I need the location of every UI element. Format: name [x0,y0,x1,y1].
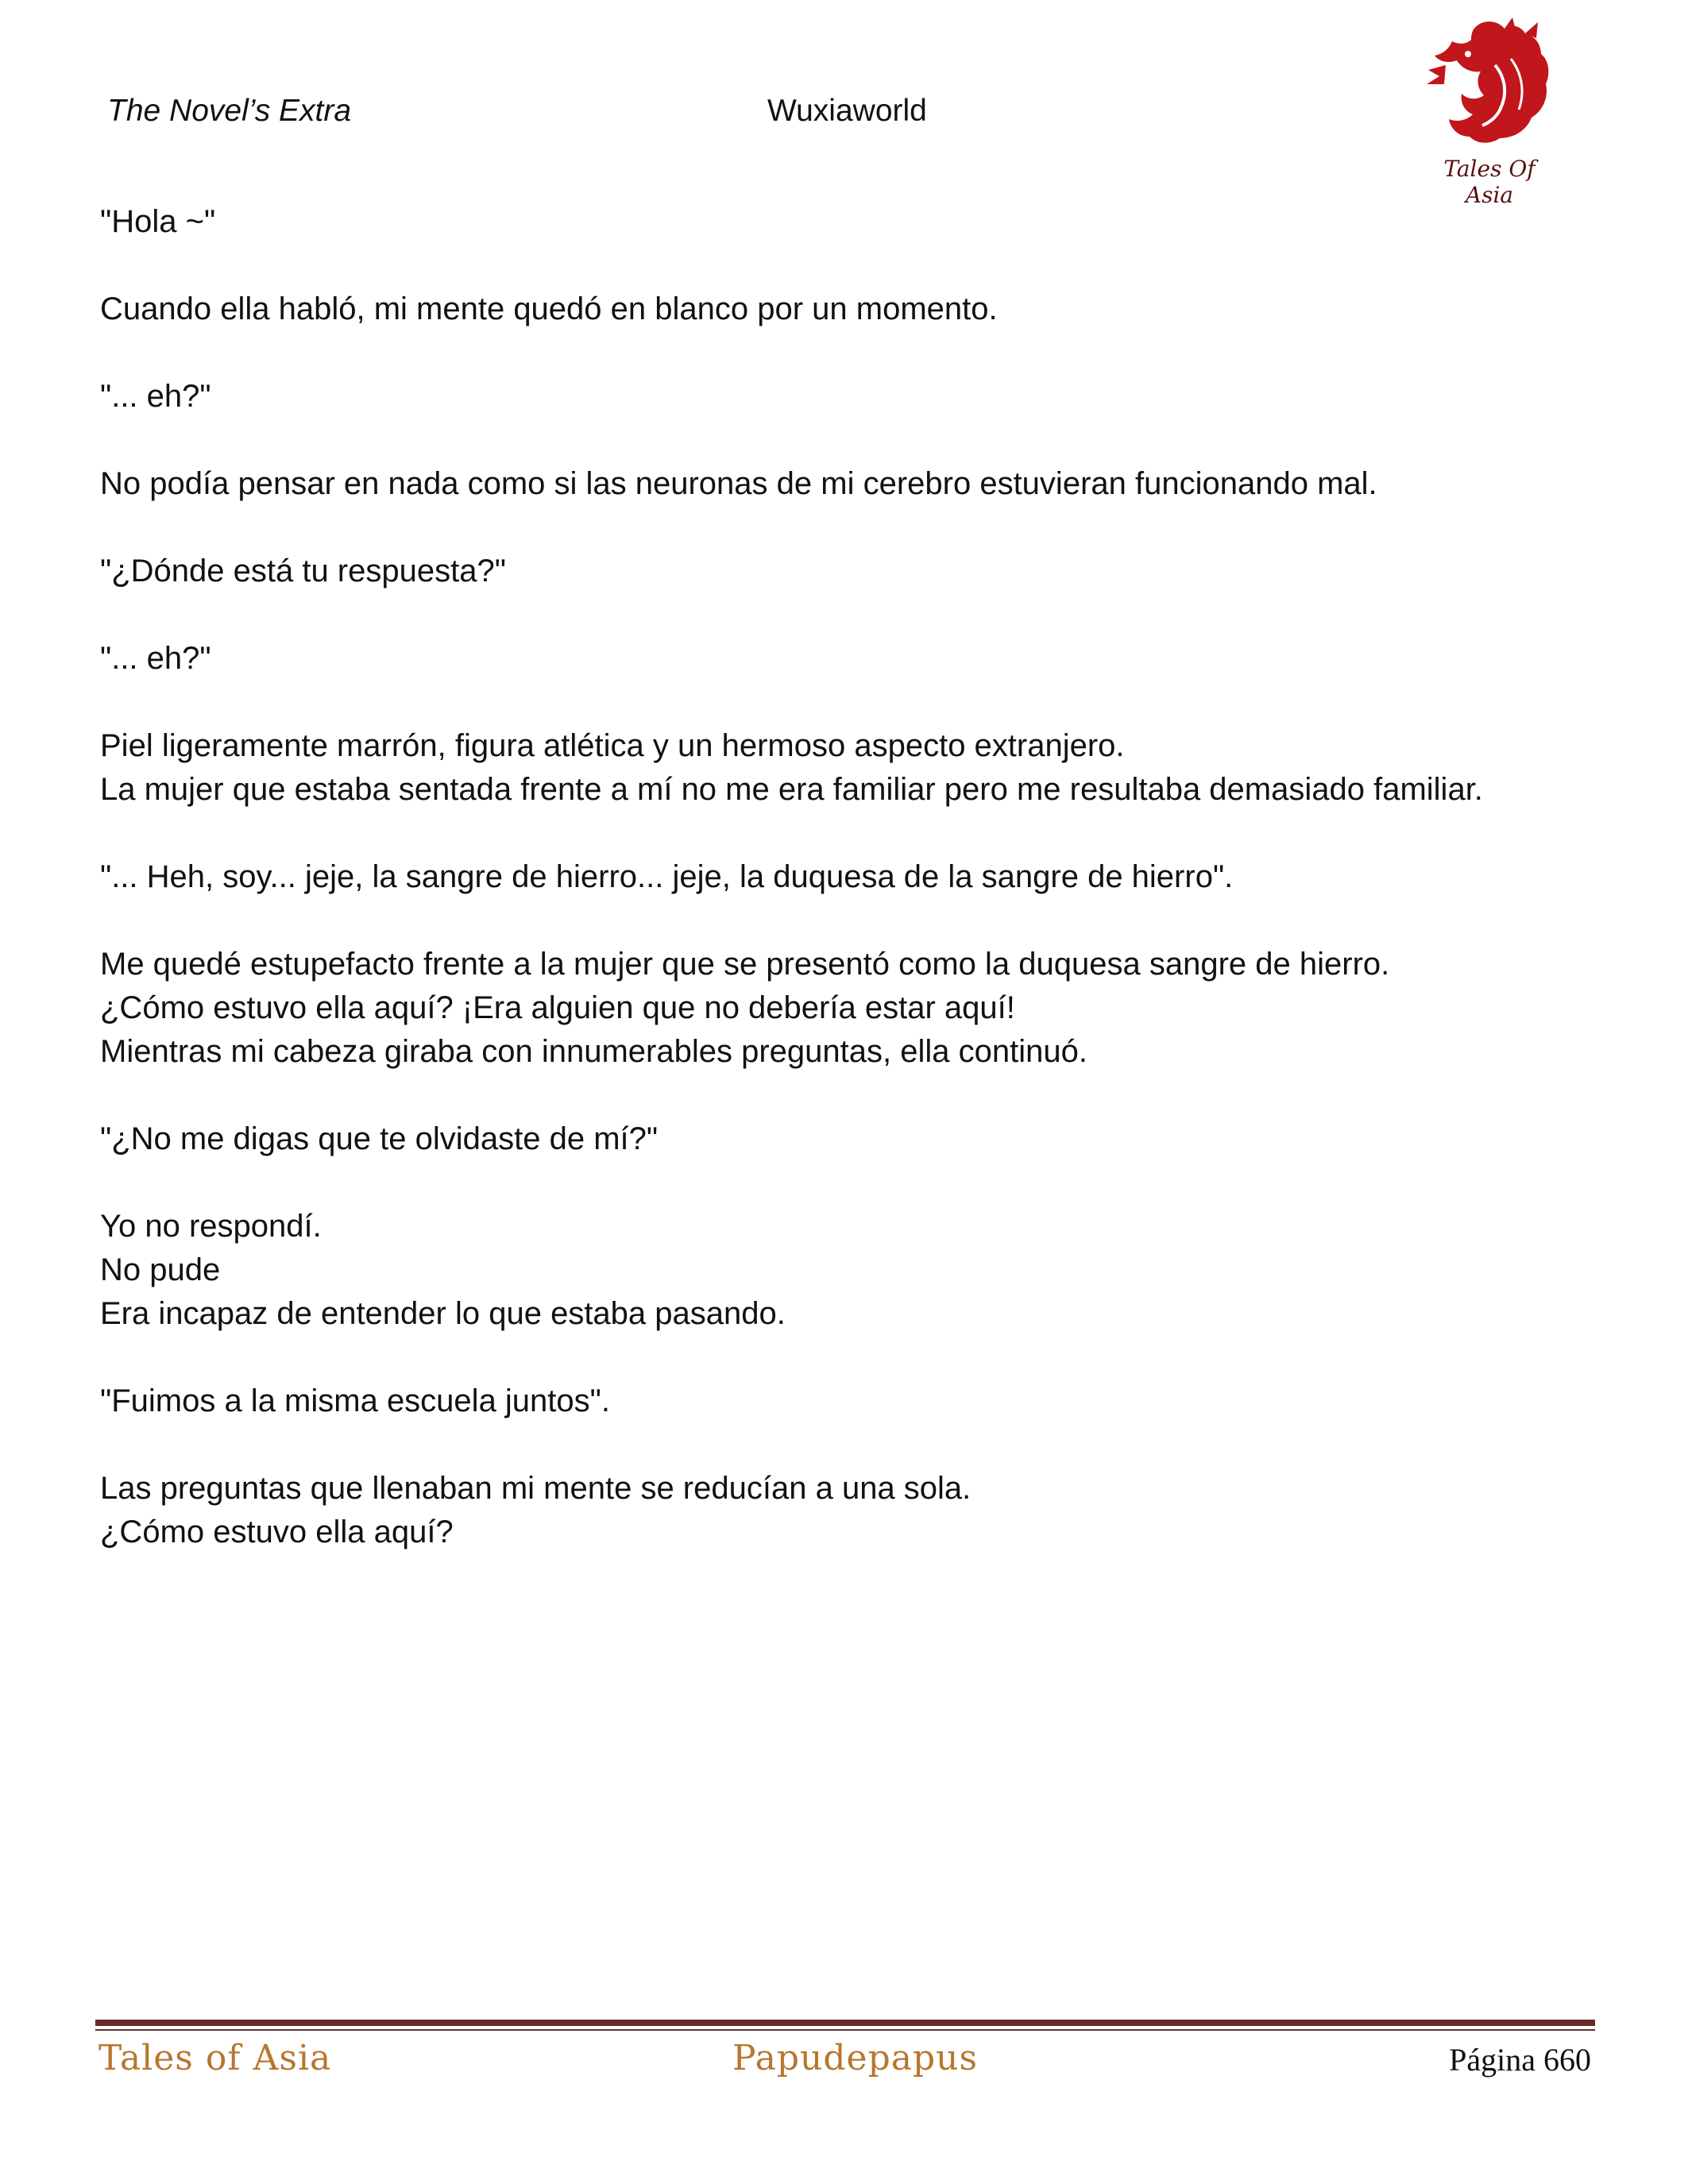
text-line: Piel ligeramente marrón, figura atlética y un hermoso aspecto extranjero. [100,728,1125,763]
text-line: Las preguntas que llenaban mi mente se reducían a una sola. [100,1471,971,1506]
paragraph [100,943,1593,1074]
text-line: No podía pensar en nada como si las neuronas de mi cerebro estuvieran funcionando mal. [100,466,1377,501]
paragraph [100,1205,1593,1336]
paragraph [100,1379,1593,1423]
document-body [100,200,1593,1554]
page-number: Página 660 [1449,2042,1591,2078]
paragraph [100,375,1593,419]
paragraph [100,724,1593,812]
text-line: No pude [100,1252,221,1287]
paragraph [100,1117,1593,1161]
text-line: "¿Dónde está tu respuesta?" [100,554,506,588]
novel-title: The Novel’s Extra [107,94,352,128]
tales-of-asia-logo [1422,17,1557,208]
red-dragon-icon [1422,17,1557,156]
source-name: Wuxiaworld [767,94,927,128]
paragraph [100,550,1593,593]
footer-rule [95,2020,1595,2026]
page-footer [0,2038,1688,2101]
text-line: Yo no respondí. [100,1209,322,1244]
text-line: Me quedé estupefacto frente a la mujer que se presentó como la duquesa sangre de hierro. [100,947,1390,982]
text-line: "Fuimos a la misma escuela juntos". [100,1383,610,1418]
paragraph [100,855,1593,899]
text-line: Mientras mi cabeza giraba con innumerables preguntas, ella continuó. [100,1034,1087,1069]
text-line: Cuando ella habló, mi mente quedó en blanco por un momento. [100,291,998,326]
paragraph-gap [100,812,1593,855]
paragraph-gap [100,681,1593,724]
paragraph-gap [100,1336,1593,1379]
text-line: "Hola ~" [100,204,216,239]
text-line: "... eh?" [100,379,211,414]
paragraph [100,637,1593,681]
text-line: La mujer que estaba sentada frente a mí no me era familiar pero me resultaba demasiado familiar. [100,772,1483,807]
paragraph [100,462,1593,506]
paragraph [100,287,1593,331]
text-line: "... eh?" [100,641,211,676]
paragraph-gap [100,593,1593,637]
text-line: ¿Cómo estuvo ella aquí? ¡Era alguien que no debería estar aquí! [100,990,1015,1025]
paragraph [100,1467,1593,1554]
paragraph-gap [100,1074,1593,1117]
paragraph-gap [100,244,1593,287]
paragraph-gap [100,1423,1593,1467]
paragraph-gap [100,506,1593,550]
text-line: ¿Cómo estuvo ella aquí? [100,1515,454,1549]
paragraph-gap [100,899,1593,943]
footer-rule-thin [95,2029,1595,2031]
paragraph-gap [100,419,1593,462]
paragraph [100,200,1593,244]
text-line: "¿No me digas que te olvidaste de mí?" [100,1121,659,1156]
footer-translator: Papudepapus [732,2038,979,2078]
footer-site-name: Tales of Asia [98,2038,332,2078]
text-line: Era incapaz de entender lo que estaba pasando. [100,1296,786,1331]
text-line: "... Heh, soy... jeje, la sangre de hierro... jeje, la duquesa de la sangre de hierro". [100,859,1234,894]
paragraph-gap [100,1161,1593,1205]
paragraph-gap [100,331,1593,375]
logo-text: Tales Of Asia [1443,156,1535,208]
